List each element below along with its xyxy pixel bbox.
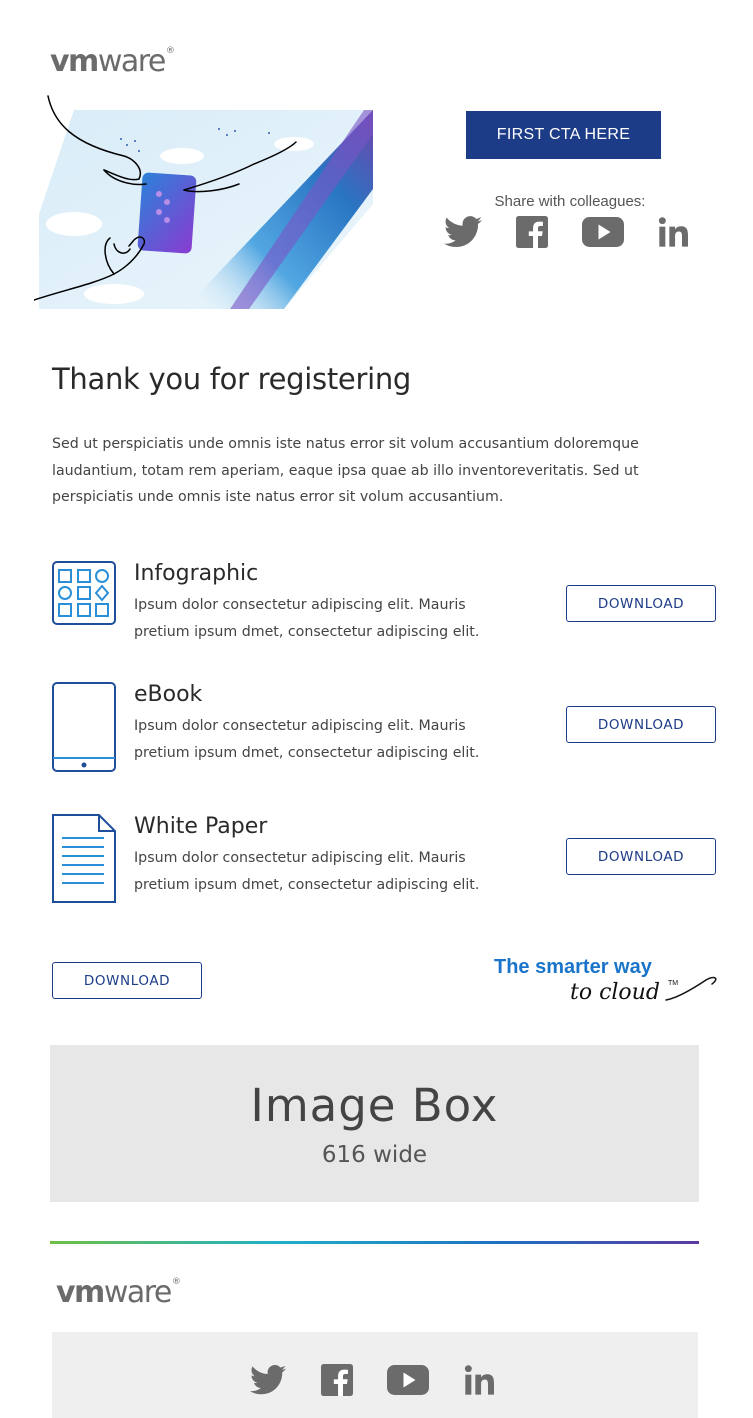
youtube-icon[interactable] (582, 217, 624, 247)
infographic-icon (52, 561, 116, 625)
tablet-icon (52, 682, 116, 774)
share-label: Share with colleagues: (494, 193, 646, 210)
download-whitepaper-button[interactable]: DOWNLOAD (566, 838, 716, 875)
resource-title: White Paper (134, 814, 268, 839)
vmware-logo: vmware® (50, 44, 175, 79)
youtube-icon[interactable] (387, 1365, 429, 1395)
linkedin-icon[interactable] (658, 216, 690, 248)
first-cta-button[interactable]: FIRST CTA HERE (466, 111, 661, 159)
document-icon (52, 814, 116, 904)
hero-illustration (34, 94, 376, 312)
footer-social-bar (52, 1332, 698, 1418)
resource-description: Ipsum dolor consectetur adipiscing elit. Mauris pretium ipsum dmet, consectetur adipiscing elit. (134, 597, 480, 640)
facebook-icon[interactable] (516, 216, 548, 248)
image-box-subtitle: 616 wide (321, 1142, 428, 1168)
download-button[interactable]: DOWNLOAD (52, 962, 202, 999)
resource-title: Infographic (134, 561, 259, 586)
header-social-icons (444, 210, 690, 254)
twitter-icon[interactable] (444, 215, 482, 249)
facebook-icon[interactable] (321, 1364, 353, 1396)
swoosh-icon (664, 974, 720, 1004)
gradient-divider (50, 1241, 699, 1244)
linkedin-icon[interactable] (464, 1364, 496, 1396)
image-box-title: Image Box (250, 1079, 499, 1132)
download-ebook-button[interactable]: DOWNLOAD (566, 706, 716, 743)
smarter-way-tagline: The smarter way to cloud TM (494, 956, 724, 1012)
page-title: Thank you for registering (52, 362, 412, 396)
footer-vmware-logo: vmware® (56, 1275, 181, 1310)
resource-description: Ipsum dolor consectetur adipiscing elit. Mauris pretium ipsum dmet, consectetur adipiscing elit. (134, 718, 480, 761)
twitter-icon[interactable] (250, 1364, 286, 1396)
download-infographic-button[interactable]: DOWNLOAD (566, 585, 716, 622)
resource-title: eBook (134, 682, 203, 707)
intro-text: Sed ut perspiciatis unde omnis iste natus error sit volum accusantium doloremque laudantium, totam rem aperiam, eaque ipsa quae ab illo inventoreveritatis. Sed ut perspiciatis unde omnis iste natus error sit volum accusantium. (52, 436, 639, 505)
resource-description: Ipsum dolor consectetur adipiscing elit. Mauris pretium ipsum dmet, consectetur adipiscing elit. (134, 850, 480, 893)
image-box (50, 1045, 699, 1202)
